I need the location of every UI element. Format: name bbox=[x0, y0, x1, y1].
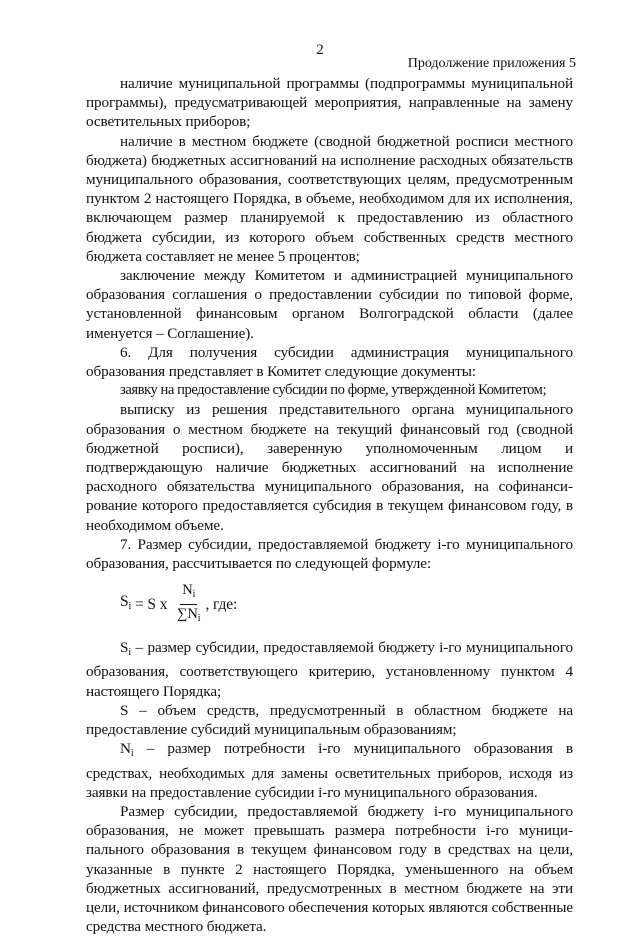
paragraph: наличие муниципальной программы (подпрограммы муниципальной программы), предусматривающей мероприятия, направленные на замену осветительных приборов; bbox=[86, 75, 573, 131]
subsidy-formula bbox=[120, 582, 573, 626]
paragraph: Размер субсидии, предоставляемой бюджету i-го муниципального образования, не может превышать размера потребности i-го муниципального образования в текущем финансовом году в средствах на цели, указанные в пункте 2 настоящего Порядка, уменьшенного на объем бюджетных ассигнований, предусмотренных в местном бюджете на эти цели, источником финансового обеспечения которых являются собственные средства местного бюджета. bbox=[86, 802, 573, 936]
formula-denominator: $\sum N_i$ bbox=[177, 605, 201, 624]
paragraph-si-definition: $S_i$ – размер субсидии, предоставляемой бюджету i-го муниципального образования, соответствующего критерию, установленному пунктом 4 настоящего Порядка; bbox=[86, 639, 573, 700]
paragraph: S – объем средств, предусмотренный в областном бюджете на предоставление субсидий муниципальным образованиям; bbox=[86, 701, 573, 739]
continuation-note: Продолжение приложения 5 bbox=[407, 56, 576, 71]
formula-tail: , где: bbox=[205, 595, 238, 613]
document-body bbox=[86, 74, 573, 936]
paragraph: 6. Для получения субсидии администрация муниципального образования представляет в Комитет следующие документы: bbox=[86, 343, 573, 381]
paragraph: заявку на предоставление субсидии по форме, утвержденной Комитетом; bbox=[120, 382, 547, 399]
formula-operator: = S x bbox=[131, 595, 172, 613]
formula-lhs: $S_i$ bbox=[120, 593, 132, 613]
paragraph: 7. Размер субсидии, предоставляемой бюджету i-го муниципального образования, рассчитывается по следующей формуле: bbox=[86, 535, 573, 573]
paragraph: выписку из решения представительного органа муниципального образования о местном бюджете на текущий финансовый год (сводной бюджетной росписи), заверенную уполномоченным лицом и подтверждающую наличие бюджетных ассигнований на исполнение расходного обязательства муниципального образования, на софинансирование которого предоставляется субсидия в текущем финансовом году, в необходимом объеме. bbox=[86, 401, 573, 534]
paragraph-ni-definition: $N_i$ – размер потребности i-го муниципального образования в средствах, необходимых для замены осветительных приборов, исходя из заявки на предоставление субсидии i-го муниципального образования. bbox=[86, 740, 573, 801]
formula-numerator: $N_i$ bbox=[180, 582, 197, 605]
symbol-si: $S_i$ bbox=[120, 639, 132, 659]
paragraph: наличие в местном бюджете (сводной бюджетной росписи местного бюджета) бюджетных ассигнований на исполнение расходных обязательств муниципального образования, соответствующих целям, предусмотренным пунктом 2 настоящего Порядка, в объеме, необходимом для их исполнения, включающем размер планируемой к предоставлению из областного бюджета субсидии, из которого объем собственных средств местного бюджета составляет не менее 5 процентов; bbox=[86, 132, 573, 265]
symbol-ni: $N_i$ bbox=[120, 740, 134, 760]
paragraph: заключение между Комитетом и администрацией муниципального образования соглашения о предоставлении субсидии по типовой форме, установленной финансовым органом Волгоградской области (далее именуется – Соглашение). bbox=[86, 267, 573, 342]
formula-fraction bbox=[177, 582, 200, 627]
page-number: 2 bbox=[316, 42, 324, 58]
